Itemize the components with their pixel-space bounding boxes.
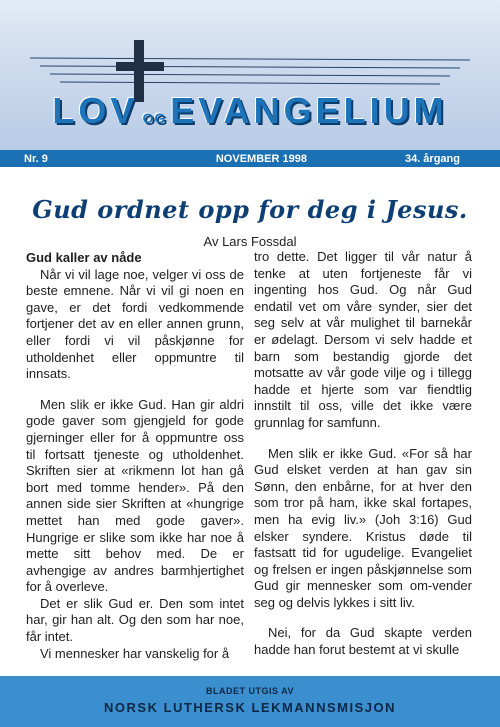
paragraph: Når vi vil lage noe, velger vi oss de beste emnene. Når vi vil gi noen en gave, er det fordi vedkommende fortjener det av en eller annen grunn, eller fordi vi vil påskjønne for utholdenhet eller oppmuntre til innsats.: [26, 266, 244, 382]
right-column: [254, 249, 472, 673]
paragraph: Nei, for da Gud skapte verden hadde han forut bestemt at vi skulle: [254, 625, 472, 658]
masthead-title-og: OG: [142, 110, 167, 126]
footer-publisher-name: NORSK LUTHERSK LEKMANNSMISJON: [104, 700, 396, 715]
masthead-title-lov: LOV: [52, 90, 139, 131]
paragraph: Vi mennesker har vanskelig for å: [40, 645, 230, 661]
masthead-title-evangelium: EVANGELIUM: [170, 90, 448, 131]
publisher-footer: [0, 676, 500, 727]
masthead: [0, 0, 500, 150]
footer-published-by: BLADET UTGIS AV: [206, 686, 294, 696]
issue-volume: 34. årgang: [404, 152, 460, 165]
issue-bar: [0, 150, 500, 167]
paragraph: tro dette. Det ligger til vår natur å tenke at uten fortjeneste får vi ingenting hos Gud. Og når Gud endatil vet om våre synder, sier det seg selv at vår mulighet til barnekår er ødelagt. Dersom vi selv hadde et barn som bestandig gjorde det motsatte av vår gode vilje og i tillegg hadde et hjerte som var fiendtlig innstilt til oss, ville det ikke være grunnlag for samfunn.: [254, 249, 472, 430]
left-column: [26, 250, 244, 676]
issue-number: Nr. 9: [24, 152, 48, 165]
issue-date: NOVEMBER 1998: [215, 152, 307, 165]
masthead-title: [0, 90, 500, 130]
section-subheading: Gud kaller av nåde: [26, 250, 142, 265]
paragraph: Men slik er ikke Gud. Han gir aldri gode gaver som gjengjeld for gode gjerninger eller for å oppmuntre oss til fortsatt tjeneste og utholdenhet. Skriften sier at «rikmenn lot han gå bort med tomme hender». På den annen side sier Skriften at «hungrige mettet han med gode gaver». Hungrige er slike som ikke har noe å mette sitt behov med. De er avhengige av andres barmhjertighet for å overleve.: [26, 396, 244, 595]
paragraph: Det er slik Gud er. Den som intet har, gir han alt. Og den som har noe, får intet.: [26, 595, 244, 645]
article-byline: Av Lars Fossdal: [203, 234, 297, 249]
paragraph: Men slik er ikke Gud. «For så har Gud elsket verden at han gav sin Sønn, den enbårne, for at hver den som tror på ham, ikke skal fortapes, men ha evig liv.» (Joh 3:16) Gud elsker syndere. Kristus døde til fastsatt tid for ugudelige. Evangeliet og frelsen er ingen påskjønnelse som Gud gir mennesker som om-vender seg og delvis lykkes i sitt liv.: [254, 445, 472, 610]
article-headline: Gud ordnet opp for deg i Jesus.: [32, 195, 468, 224]
